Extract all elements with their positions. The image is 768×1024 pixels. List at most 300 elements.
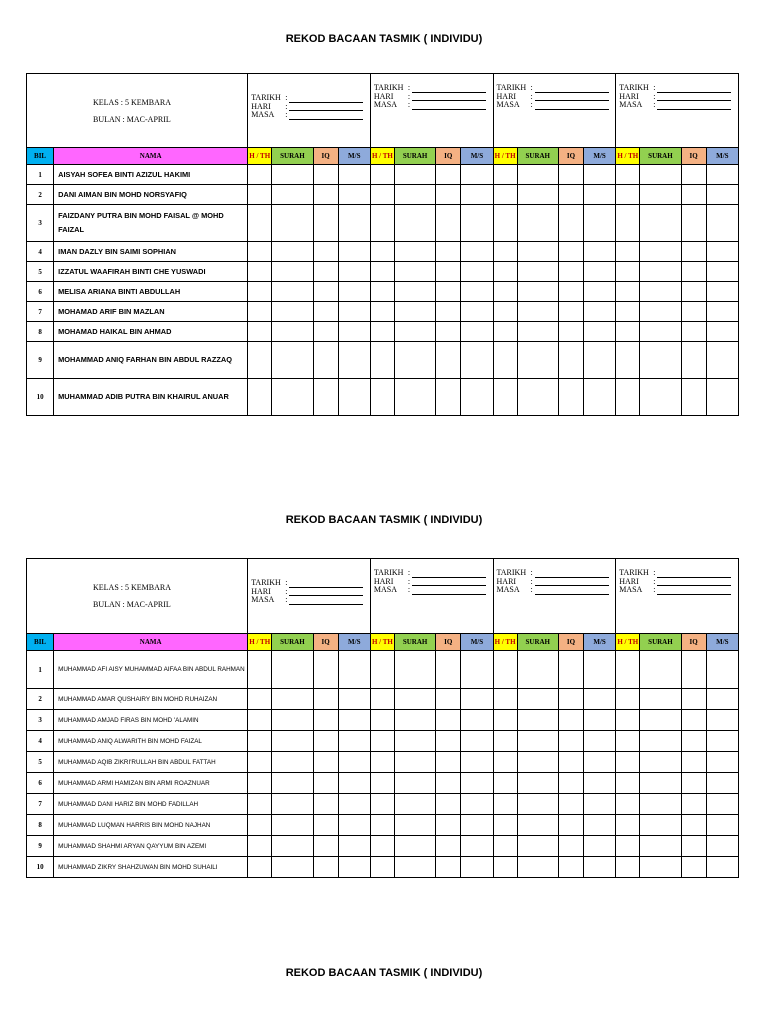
entry-cell[interactable] [584,302,616,322]
entry-cell[interactable] [313,242,338,262]
entry-cell[interactable] [616,710,640,731]
entry-cell[interactable] [461,710,493,731]
entry-cell[interactable] [493,815,517,836]
session-hari-blank[interactable] [657,93,731,101]
entry-cell[interactable] [272,342,313,379]
session-masa-blank[interactable] [412,587,486,595]
entry-cell[interactable] [706,322,738,342]
entry-cell[interactable] [640,815,681,836]
entry-cell[interactable] [493,185,517,205]
entry-cell[interactable] [558,773,583,794]
session-masa-blank[interactable] [535,587,609,595]
session-masa-blank[interactable] [289,597,363,605]
session-tarikh-blank[interactable] [657,85,731,93]
entry-cell[interactable] [313,815,338,836]
entry-cell[interactable] [681,262,706,282]
entry-cell[interactable] [517,857,558,878]
entry-cell[interactable] [338,322,370,342]
entry-cell[interactable] [706,836,738,857]
entry-cell[interactable] [706,185,738,205]
entry-cell[interactable] [394,322,435,342]
entry-cell[interactable] [313,379,338,416]
entry-cell[interactable] [394,185,435,205]
entry-cell[interactable] [272,815,313,836]
entry-cell[interactable] [681,773,706,794]
entry-cell[interactable] [584,752,616,773]
entry-cell[interactable] [681,242,706,262]
entry-cell[interactable] [616,205,640,242]
entry-cell[interactable] [272,302,313,322]
entry-cell[interactable] [706,165,738,185]
entry-cell[interactable] [706,205,738,242]
entry-cell[interactable] [370,794,394,815]
entry-cell[interactable] [558,205,583,242]
session-tarikh-blank[interactable] [289,580,363,588]
session-hari-blank[interactable] [289,103,363,111]
entry-cell[interactable] [394,710,435,731]
entry-cell[interactable] [616,651,640,689]
entry-cell[interactable] [370,689,394,710]
entry-cell[interactable] [436,165,461,185]
entry-cell[interactable] [313,185,338,205]
entry-cell[interactable] [706,379,738,416]
entry-cell[interactable] [436,379,461,416]
entry-cell[interactable] [313,773,338,794]
entry-cell[interactable] [681,165,706,185]
entry-cell[interactable] [272,710,313,731]
entry-cell[interactable] [436,185,461,205]
entry-cell[interactable] [313,205,338,242]
entry-cell[interactable] [517,379,558,416]
entry-cell[interactable] [370,322,394,342]
entry-cell[interactable] [394,857,435,878]
entry-cell[interactable] [338,731,370,752]
entry-cell[interactable] [394,302,435,322]
entry-cell[interactable] [338,752,370,773]
entry-cell[interactable] [640,773,681,794]
entry-cell[interactable] [248,710,272,731]
entry-cell[interactable] [640,379,681,416]
entry-cell[interactable] [517,165,558,185]
entry-cell[interactable] [313,857,338,878]
entry-cell[interactable] [394,282,435,302]
entry-cell[interactable] [558,651,583,689]
entry-cell[interactable] [461,773,493,794]
entry-cell[interactable] [640,689,681,710]
entry-cell[interactable] [338,185,370,205]
entry-cell[interactable] [706,857,738,878]
entry-cell[interactable] [517,242,558,262]
entry-cell[interactable] [616,689,640,710]
entry-cell[interactable] [248,752,272,773]
entry-cell[interactable] [558,710,583,731]
entry-cell[interactable] [584,836,616,857]
entry-cell[interactable] [640,262,681,282]
entry-cell[interactable] [616,836,640,857]
entry-cell[interactable] [248,731,272,752]
entry-cell[interactable] [584,731,616,752]
entry-cell[interactable] [681,651,706,689]
entry-cell[interactable] [248,379,272,416]
entry-cell[interactable] [338,379,370,416]
entry-cell[interactable] [517,302,558,322]
entry-cell[interactable] [394,815,435,836]
entry-cell[interactable] [313,689,338,710]
entry-cell[interactable] [616,262,640,282]
entry-cell[interactable] [681,857,706,878]
entry-cell[interactable] [436,282,461,302]
entry-cell[interactable] [681,282,706,302]
entry-cell[interactable] [493,773,517,794]
entry-cell[interactable] [394,262,435,282]
entry-cell[interactable] [436,262,461,282]
entry-cell[interactable] [370,710,394,731]
entry-cell[interactable] [461,379,493,416]
entry-cell[interactable] [640,302,681,322]
session-hari-blank[interactable] [535,93,609,101]
entry-cell[interactable] [338,857,370,878]
entry-cell[interactable] [584,651,616,689]
entry-cell[interactable] [681,342,706,379]
entry-cell[interactable] [394,379,435,416]
entry-cell[interactable] [493,752,517,773]
entry-cell[interactable] [313,710,338,731]
entry-cell[interactable] [493,205,517,242]
entry-cell[interactable] [584,794,616,815]
entry-cell[interactable] [248,836,272,857]
entry-cell[interactable] [313,731,338,752]
session-tarikh-blank[interactable] [412,570,486,578]
entry-cell[interactable] [640,836,681,857]
entry-cell[interactable] [248,282,272,302]
entry-cell[interactable] [338,773,370,794]
entry-cell[interactable] [436,752,461,773]
entry-cell[interactable] [517,752,558,773]
entry-cell[interactable] [558,857,583,878]
entry-cell[interactable] [272,242,313,262]
entry-cell[interactable] [461,752,493,773]
entry-cell[interactable] [584,282,616,302]
entry-cell[interactable] [394,205,435,242]
entry-cell[interactable] [272,689,313,710]
entry-cell[interactable] [584,205,616,242]
entry-cell[interactable] [517,262,558,282]
entry-cell[interactable] [616,322,640,342]
session-hari-blank[interactable] [535,578,609,586]
entry-cell[interactable] [248,302,272,322]
entry-cell[interactable] [272,185,313,205]
entry-cell[interactable] [370,242,394,262]
session-masa-blank[interactable] [535,102,609,110]
entry-cell[interactable] [461,815,493,836]
entry-cell[interactable] [272,752,313,773]
entry-cell[interactable] [493,242,517,262]
session-tarikh-blank[interactable] [535,570,609,578]
entry-cell[interactable] [558,836,583,857]
entry-cell[interactable] [584,262,616,282]
entry-cell[interactable] [681,794,706,815]
entry-cell[interactable] [370,379,394,416]
entry-cell[interactable] [248,689,272,710]
entry-cell[interactable] [394,689,435,710]
entry-cell[interactable] [394,651,435,689]
entry-cell[interactable] [248,262,272,282]
entry-cell[interactable] [436,302,461,322]
entry-cell[interactable] [558,282,583,302]
entry-cell[interactable] [313,282,338,302]
entry-cell[interactable] [640,752,681,773]
entry-cell[interactable] [370,731,394,752]
entry-cell[interactable] [272,731,313,752]
session-masa-blank[interactable] [657,102,731,110]
entry-cell[interactable] [706,302,738,322]
entry-cell[interactable] [370,185,394,205]
session-tarikh-blank[interactable] [412,85,486,93]
entry-cell[interactable] [584,379,616,416]
entry-cell[interactable] [370,651,394,689]
entry-cell[interactable] [584,689,616,710]
entry-cell[interactable] [370,165,394,185]
entry-cell[interactable] [313,262,338,282]
entry-cell[interactable] [493,322,517,342]
entry-cell[interactable] [681,205,706,242]
entry-cell[interactable] [493,165,517,185]
entry-cell[interactable] [248,185,272,205]
entry-cell[interactable] [616,773,640,794]
session-hari-blank[interactable] [412,578,486,586]
entry-cell[interactable] [558,342,583,379]
entry-cell[interactable] [706,815,738,836]
entry-cell[interactable] [248,242,272,262]
entry-cell[interactable] [338,342,370,379]
entry-cell[interactable] [370,815,394,836]
entry-cell[interactable] [461,185,493,205]
entry-cell[interactable] [584,857,616,878]
entry-cell[interactable] [394,752,435,773]
entry-cell[interactable] [493,857,517,878]
entry-cell[interactable] [681,752,706,773]
entry-cell[interactable] [248,651,272,689]
entry-cell[interactable] [517,282,558,302]
entry-cell[interactable] [272,322,313,342]
session-masa-blank[interactable] [657,587,731,595]
entry-cell[interactable] [370,752,394,773]
entry-cell[interactable] [640,165,681,185]
entry-cell[interactable] [313,165,338,185]
entry-cell[interactable] [558,302,583,322]
entry-cell[interactable] [394,342,435,379]
entry-cell[interactable] [493,282,517,302]
entry-cell[interactable] [640,242,681,262]
entry-cell[interactable] [493,342,517,379]
entry-cell[interactable] [640,342,681,379]
entry-cell[interactable] [616,794,640,815]
session-tarikh-blank[interactable] [657,570,731,578]
entry-cell[interactable] [584,815,616,836]
entry-cell[interactable] [436,242,461,262]
entry-cell[interactable] [272,282,313,302]
entry-cell[interactable] [706,773,738,794]
entry-cell[interactable] [461,651,493,689]
entry-cell[interactable] [248,857,272,878]
entry-cell[interactable] [706,689,738,710]
entry-cell[interactable] [558,322,583,342]
entry-cell[interactable] [248,322,272,342]
entry-cell[interactable] [616,815,640,836]
entry-cell[interactable] [640,857,681,878]
entry-cell[interactable] [272,262,313,282]
entry-cell[interactable] [558,731,583,752]
entry-cell[interactable] [338,689,370,710]
entry-cell[interactable] [517,342,558,379]
entry-cell[interactable] [394,773,435,794]
entry-cell[interactable] [706,242,738,262]
entry-cell[interactable] [436,794,461,815]
entry-cell[interactable] [558,752,583,773]
entry-cell[interactable] [640,282,681,302]
entry-cell[interactable] [461,836,493,857]
entry-cell[interactable] [338,242,370,262]
entry-cell[interactable] [248,165,272,185]
entry-cell[interactable] [338,282,370,302]
entry-cell[interactable] [584,773,616,794]
entry-cell[interactable] [558,794,583,815]
entry-cell[interactable] [517,815,558,836]
entry-cell[interactable] [681,322,706,342]
entry-cell[interactable] [461,794,493,815]
entry-cell[interactable] [461,165,493,185]
entry-cell[interactable] [338,165,370,185]
session-tarikh-blank[interactable] [535,85,609,93]
entry-cell[interactable] [313,302,338,322]
entry-cell[interactable] [681,302,706,322]
entry-cell[interactable] [493,794,517,815]
entry-cell[interactable] [640,205,681,242]
entry-cell[interactable] [461,342,493,379]
session-hari-blank[interactable] [412,93,486,101]
entry-cell[interactable] [616,242,640,262]
entry-cell[interactable] [461,857,493,878]
entry-cell[interactable] [616,731,640,752]
entry-cell[interactable] [681,710,706,731]
entry-cell[interactable] [461,262,493,282]
entry-cell[interactable] [313,342,338,379]
entry-cell[interactable] [493,689,517,710]
entry-cell[interactable] [436,857,461,878]
entry-cell[interactable] [436,689,461,710]
entry-cell[interactable] [338,651,370,689]
entry-cell[interactable] [640,794,681,815]
entry-cell[interactable] [313,794,338,815]
entry-cell[interactable] [616,379,640,416]
entry-cell[interactable] [517,731,558,752]
entry-cell[interactable] [436,815,461,836]
entry-cell[interactable] [436,205,461,242]
entry-cell[interactable] [558,689,583,710]
entry-cell[interactable] [616,752,640,773]
entry-cell[interactable] [338,710,370,731]
entry-cell[interactable] [436,773,461,794]
entry-cell[interactable] [272,651,313,689]
entry-cell[interactable] [272,205,313,242]
entry-cell[interactable] [338,815,370,836]
session-tarikh-blank[interactable] [289,95,363,103]
entry-cell[interactable] [461,322,493,342]
entry-cell[interactable] [394,242,435,262]
entry-cell[interactable] [394,794,435,815]
entry-cell[interactable] [436,342,461,379]
entry-cell[interactable] [461,205,493,242]
entry-cell[interactable] [517,710,558,731]
entry-cell[interactable] [517,651,558,689]
entry-cell[interactable] [558,242,583,262]
entry-cell[interactable] [706,651,738,689]
entry-cell[interactable] [616,342,640,379]
entry-cell[interactable] [313,752,338,773]
entry-cell[interactable] [706,794,738,815]
entry-cell[interactable] [558,185,583,205]
entry-cell[interactable] [436,710,461,731]
entry-cell[interactable] [681,689,706,710]
entry-cell[interactable] [394,731,435,752]
entry-cell[interactable] [681,815,706,836]
entry-cell[interactable] [436,651,461,689]
entry-cell[interactable] [493,302,517,322]
entry-cell[interactable] [461,242,493,262]
entry-cell[interactable] [517,322,558,342]
entry-cell[interactable] [370,836,394,857]
entry-cell[interactable] [248,342,272,379]
entry-cell[interactable] [493,710,517,731]
entry-cell[interactable] [493,262,517,282]
entry-cell[interactable] [584,165,616,185]
entry-cell[interactable] [706,752,738,773]
entry-cell[interactable] [370,205,394,242]
entry-cell[interactable] [370,857,394,878]
entry-cell[interactable] [370,282,394,302]
entry-cell[interactable] [461,731,493,752]
entry-cell[interactable] [706,342,738,379]
entry-cell[interactable] [461,282,493,302]
entry-cell[interactable] [640,651,681,689]
entry-cell[interactable] [338,205,370,242]
entry-cell[interactable] [558,379,583,416]
session-masa-blank[interactable] [412,102,486,110]
entry-cell[interactable] [616,857,640,878]
entry-cell[interactable] [394,836,435,857]
session-hari-blank[interactable] [657,578,731,586]
entry-cell[interactable] [558,815,583,836]
session-hari-blank[interactable] [289,588,363,596]
entry-cell[interactable] [584,185,616,205]
entry-cell[interactable] [370,262,394,282]
entry-cell[interactable] [461,302,493,322]
entry-cell[interactable] [338,262,370,282]
entry-cell[interactable] [584,342,616,379]
entry-cell[interactable] [584,710,616,731]
entry-cell[interactable] [616,185,640,205]
entry-cell[interactable] [517,773,558,794]
entry-cell[interactable] [493,731,517,752]
entry-cell[interactable] [272,794,313,815]
entry-cell[interactable] [493,379,517,416]
entry-cell[interactable] [517,689,558,710]
entry-cell[interactable] [272,836,313,857]
entry-cell[interactable] [706,282,738,302]
entry-cell[interactable] [370,773,394,794]
entry-cell[interactable] [517,836,558,857]
entry-cell[interactable] [272,165,313,185]
